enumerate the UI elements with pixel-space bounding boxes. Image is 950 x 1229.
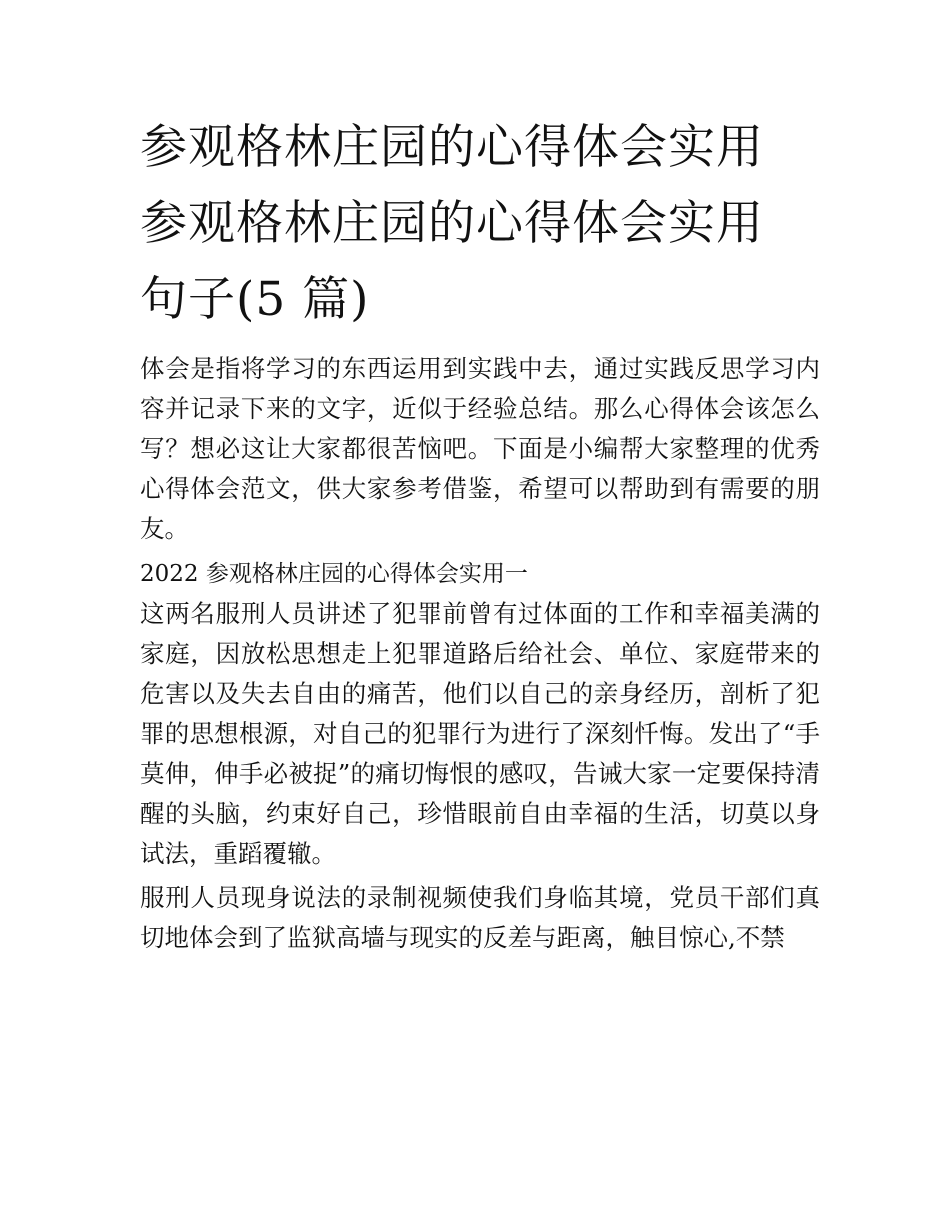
document-page (140, 0, 820, 958)
body-paragraph-2: 服刑人员现身说法的录制视频使我们身临其境，党员干部们真切地体会到了监狱高墙与现实的反差与距离，触目惊心,不禁 (140, 883, 820, 952)
body-paragraph-1: 这两名服刑人员讲述了犯罪前曾有过体面的工作和幸福美满的家庭，因放松思想走上犯罪道路后给社会、单位、家庭带来的危害以及失去自由的痛苦，他们以自己的亲身经历，剖析了犯罪的思想根源，对自己的犯罪行为进行了深刻忏悔。发出了“手莫伸，伸手必被捉”的痛切悔恨的感叹，告诫大家一定要保持清醒的头脑，约束好自己，珍惜眼前自由幸福的生活，切莫以身试法，重蹈覆辙。 (140, 599, 820, 868)
document-title (140, 0, 820, 338)
title-line-2: 参观格林庄园的心得体会实用 (140, 196, 764, 251)
section-heading: 2022 参观格林庄园的心得体会实用一 (140, 561, 528, 587)
intro-paragraph: 体会是指将学习的东西运用到实践中去，通过实践反思学习内容并记录下来的文字，近似于经验总结。那么心得体会该怎么写？想必这让大家都很苦恼吧。下面是小编帮大家整理的优秀心得体会范文，供大家参考借鉴，希望可以帮助到有需要的朋友。 (140, 354, 820, 543)
title-line-1: 参观格林庄园的心得体会实用 (140, 120, 764, 175)
title-line-3: 句子(5 篇) (140, 272, 370, 327)
